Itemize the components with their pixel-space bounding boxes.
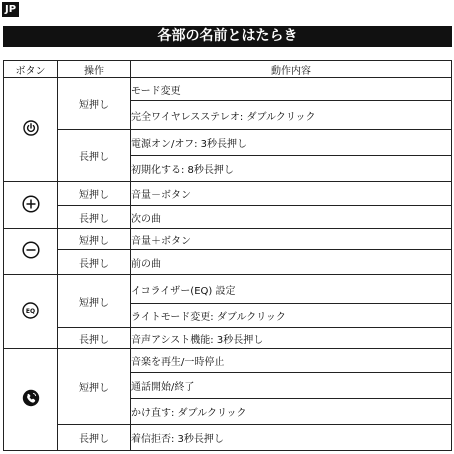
operation-cell: 短押し [58, 78, 131, 130]
action-cell: モード変更 [131, 78, 452, 101]
phone-icon [22, 389, 40, 410]
action-cell: 音声アシスト機能: 3秒長押し [131, 328, 452, 349]
table-row [4, 275, 452, 304]
operation-cell: 長押し [58, 328, 131, 349]
table-row [4, 328, 452, 349]
table-row [4, 206, 452, 229]
header-action: 動作内容 [131, 61, 452, 78]
button-cell [4, 229, 58, 275]
action-cell: かけ直す: ダブルクリック [131, 399, 452, 425]
eq-icon-label: EQ [25, 307, 36, 315]
header-button: ボタン [4, 61, 58, 78]
action-cell: イコライザー(EQ) 設定 [131, 275, 452, 304]
operation-cell: 長押し [58, 130, 131, 182]
table-row [4, 130, 452, 156]
language-badge: JP [2, 2, 19, 17]
table-row [4, 78, 452, 101]
button-cell [4, 182, 58, 229]
eq-icon [22, 302, 39, 322]
table-body [4, 78, 452, 451]
action-cell: 音量＋ボタン [131, 229, 452, 250]
action-cell: 前の曲 [131, 250, 452, 275]
operation-cell: 長押し [58, 206, 131, 229]
action-cell: 着信拒否: 3秒長押し [131, 425, 452, 451]
power-icon [23, 120, 39, 139]
button-cell [4, 275, 58, 349]
table-row [4, 250, 452, 275]
minus-icon [22, 241, 40, 262]
action-cell: 初期化する: 8秒長押し [131, 156, 452, 182]
table-row [4, 425, 452, 451]
action-cell: ライトモード変更: ダブルクリック [131, 304, 452, 328]
header-operation: 操作 [58, 61, 131, 78]
table-row [4, 229, 452, 250]
table-row [4, 349, 452, 373]
table-row [4, 182, 452, 206]
action-cell: 完全ワイヤレスステレオ: ダブルクリック [131, 101, 452, 130]
operation-cell: 長押し [58, 250, 131, 275]
plus-icon [22, 195, 40, 216]
operation-cell: 短押し [58, 229, 131, 250]
operation-cell: 長押し [58, 425, 131, 451]
action-cell: 音量－ボタン [131, 182, 452, 206]
action-cell: 電源オン/オフ: 3秒長押し [131, 130, 452, 156]
button-cell [4, 349, 58, 451]
page-title: 各部の名前とはたらき [3, 26, 452, 47]
operation-cell: 短押し [58, 275, 131, 328]
action-cell: 通話開始/終了 [131, 373, 452, 399]
action-cell: 次の曲 [131, 206, 452, 229]
button-cell [4, 78, 58, 182]
operation-cell: 短押し [58, 182, 131, 206]
table-header-row [4, 61, 452, 78]
button-function-table [3, 60, 452, 451]
action-cell: 音楽を再生/一時停止 [131, 349, 452, 373]
operation-cell: 短押し [58, 349, 131, 425]
